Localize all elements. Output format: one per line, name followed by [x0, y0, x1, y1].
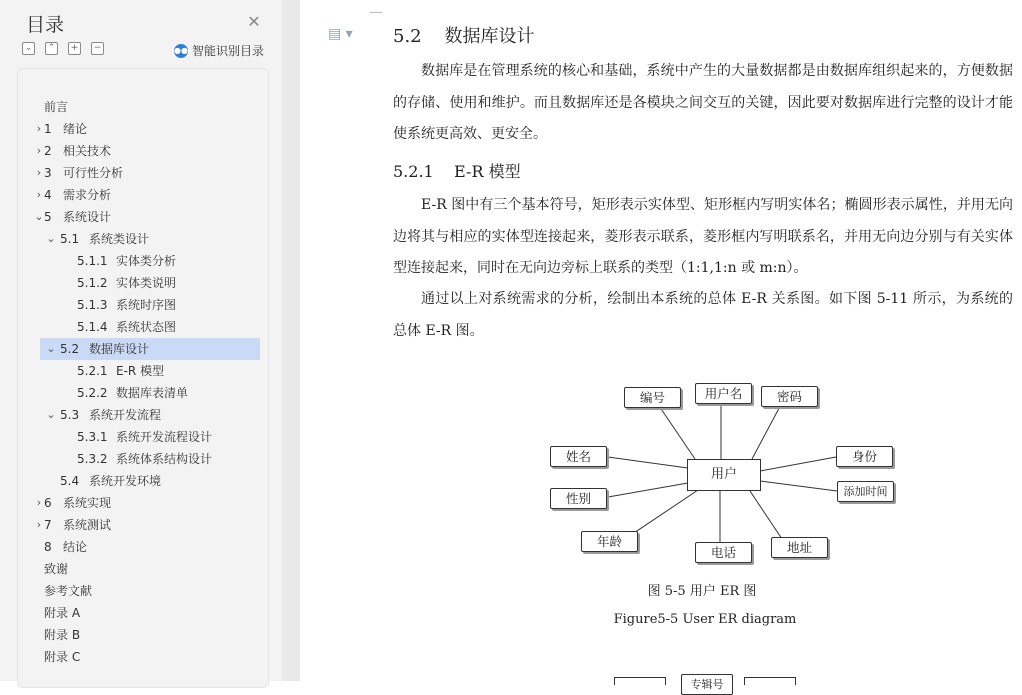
- paragraph-1: 数据库是在管理系统的核心和基础，系统中产生的大量数据都是由数据库组织起来的，方便数据的存储、使用和维护。而且数据库还是各模块之间交互的关键，因此要对数据库进行完整的设计才能使系统更高效、更安全。: [393, 63, 1013, 142]
- toc-item-number: 2: [44, 144, 52, 158]
- toc-panel: [17, 68, 269, 688]
- toc-item-label: 可行性分析: [63, 166, 124, 180]
- er-attribute: 编号: [624, 387, 681, 408]
- toc-item-label: 参考文献: [44, 584, 93, 598]
- toc-item[interactable]: [18, 294, 268, 316]
- toc-item-label: 绪论: [63, 122, 88, 136]
- toc-item-label: 附录 B: [44, 628, 81, 642]
- toc-item-number: 1: [44, 122, 52, 136]
- toc-item-number: 5.3: [60, 408, 80, 422]
- er-attribute-partial: 专辑号: [681, 674, 733, 695]
- toc-item[interactable]: [18, 646, 268, 668]
- toc-item-number: 5.1.4: [77, 320, 108, 334]
- toc-item-label: 前言: [44, 100, 69, 114]
- expand-up-icon[interactable]: ⌃: [45, 42, 58, 55]
- toc-item[interactable]: [40, 338, 260, 360]
- toc-item-label: 数据库表清单: [116, 386, 189, 400]
- toc-item[interactable]: [18, 448, 268, 470]
- toc-item-number: 7: [44, 518, 52, 532]
- toc-item[interactable]: [18, 250, 268, 272]
- er-attribute: 密码: [761, 386, 818, 407]
- toc-list: [18, 96, 268, 668]
- er-attribute: 姓名: [550, 446, 607, 467]
- toc-item[interactable]: [18, 184, 268, 206]
- toc-item-number: 8: [44, 540, 52, 554]
- toc-item-label: E-R 模型: [116, 364, 165, 378]
- toc-item[interactable]: [18, 558, 268, 580]
- toc-item-label: 系统类设计: [89, 232, 150, 246]
- toc-item-label: 结论: [63, 540, 88, 554]
- er-attribute: 电话: [695, 542, 752, 563]
- toc-item-number: 6: [44, 496, 52, 510]
- toc-item-label: 系统开发流程: [89, 408, 162, 422]
- toc-item[interactable]: [18, 382, 268, 404]
- er-attribute: 年龄: [581, 531, 638, 552]
- smart-toc-button[interactable]: [174, 42, 264, 59]
- toc-item-label: 系统测试: [63, 518, 112, 532]
- document-icon[interactable]: ▤ ▾: [328, 26, 353, 42]
- toc-item[interactable]: [18, 602, 268, 624]
- minus-icon[interactable]: −: [91, 42, 104, 55]
- toc-item-number: 4: [44, 188, 52, 202]
- toc-item-label: 系统开发流程设计: [116, 430, 213, 444]
- toc-item-label: 实体类说明: [116, 276, 177, 290]
- toc-item[interactable]: [18, 118, 268, 140]
- toc-item[interactable]: [18, 316, 268, 338]
- toc-item-label: 致谢: [44, 562, 69, 576]
- ai-assistant-icon: ●●: [174, 44, 188, 58]
- er-diagram: [540, 375, 910, 575]
- collapse-all-icon[interactable]: ⌄: [22, 42, 35, 55]
- subsection-heading: 5.2.1 E-R 模型: [393, 162, 521, 181]
- er-attribute-partial-box: [744, 677, 796, 685]
- toc-item-label: 系统时序图: [116, 298, 177, 312]
- er-entity-user: 用户: [687, 459, 761, 491]
- toc-item-number: 5.1.1: [77, 254, 108, 268]
- toc-item-number: 5.2.1: [77, 364, 108, 378]
- paragraph-2: E-R 图中有三个基本符号，矩形表示实体型、矩形框内写明实体名；椭圆形表示属性，并用无向边将其与相应的实体型连接起来，菱形表示联系，菱形框内写明联系名，并用无向边分别与有关实体型连接起来，同时在无向边旁标上联系的类型（1:1,1:n 或 m:n）。: [393, 197, 1013, 276]
- toc-item[interactable]: [18, 206, 268, 228]
- toc-item[interactable]: [18, 360, 268, 382]
- chevron-right-icon[interactable]: ›: [36, 496, 42, 509]
- toc-item-label: 系统设计: [63, 210, 112, 224]
- figure-caption-en: Figure5-5 User ER diagram: [613, 612, 797, 627]
- toc-toolbar: [22, 42, 104, 55]
- toc-item-number: 5.2.2: [77, 386, 108, 400]
- toc-item[interactable]: [18, 470, 268, 492]
- page-corner-mark: [370, 12, 382, 13]
- chevron-down-icon[interactable]: ⌄: [46, 232, 56, 245]
- toc-item-number: 5.1.2: [77, 276, 108, 290]
- toc-item-number: 5.2: [60, 342, 80, 356]
- toc-item[interactable]: [18, 162, 268, 184]
- chevron-right-icon[interactable]: ›: [36, 518, 42, 531]
- chevron-right-icon[interactable]: ›: [36, 166, 42, 179]
- toc-item[interactable]: [18, 404, 268, 426]
- toc-item-label: 附录 A: [44, 606, 81, 620]
- toc-item-number: 5.4: [60, 474, 80, 488]
- section-heading: 5.2 数据库设计: [393, 26, 535, 47]
- toc-item[interactable]: [18, 514, 268, 536]
- chevron-down-icon[interactable]: ⌄: [46, 408, 56, 421]
- toc-item-number: 5.3.1: [77, 430, 108, 444]
- figure-caption-cn: 图 5-5 用户 ER 图: [647, 584, 757, 599]
- smart-toc-label: 智能识别目录: [192, 44, 265, 58]
- toc-item-label: 相关技术: [63, 144, 112, 158]
- toc-item-label: 实体类分析: [116, 254, 177, 268]
- er-attribute: 身份: [836, 446, 893, 467]
- toc-item-label: 系统状态图: [116, 320, 177, 334]
- toc-item-number: 5.1: [60, 232, 80, 246]
- toc-item[interactable]: [18, 536, 268, 558]
- toc-item-label: 系统实现: [63, 496, 112, 510]
- er-attribute: 添加时间: [837, 481, 894, 502]
- toc-item[interactable]: [18, 624, 268, 646]
- er-attribute: 性别: [550, 488, 607, 509]
- toc-item[interactable]: [18, 140, 268, 162]
- toc-item-label: 需求分析: [63, 188, 112, 202]
- toc-item-number: 5.1.3: [77, 298, 108, 312]
- er-attribute: 地址: [771, 537, 828, 558]
- chevron-right-icon[interactable]: ›: [36, 188, 42, 201]
- toc-item-number: 5: [44, 210, 52, 224]
- chevron-down-icon[interactable]: ⌄: [46, 342, 56, 355]
- plus-icon[interactable]: +: [68, 42, 81, 55]
- toc-item[interactable]: [18, 228, 268, 250]
- toc-item-label: 附录 C: [44, 650, 81, 664]
- er-attribute-partial-box: [614, 677, 666, 685]
- toc-item-label: 系统开发环境: [89, 474, 162, 488]
- close-icon[interactable]: ✕: [247, 12, 261, 31]
- toc-item-number: 5.3.2: [77, 452, 108, 466]
- toc-item[interactable]: [18, 96, 268, 118]
- chevron-right-icon[interactable]: ›: [36, 122, 42, 135]
- toc-item-label: 数据库设计: [89, 342, 150, 356]
- paragraph-3: 通过以上对系统需求的分析，绘制出本系统的总体 E-R 关系图。如下图 5-11 所示，为系统的总体 E-R 图。: [393, 291, 1013, 339]
- toc-item[interactable]: [18, 426, 268, 448]
- toc-item[interactable]: [18, 492, 268, 514]
- er-attribute: 用户名: [695, 383, 752, 404]
- toc-item[interactable]: [18, 580, 268, 602]
- toc-item[interactable]: [18, 272, 268, 294]
- toc-sidebar: [0, 0, 282, 681]
- chevron-down-icon[interactable]: ⌄: [34, 210, 44, 223]
- toc-item-number: 3: [44, 166, 52, 180]
- chevron-right-icon[interactable]: ›: [36, 144, 42, 157]
- toc-item-label: 系统体系结构设计: [116, 452, 213, 466]
- sidebar-title: 目录: [26, 14, 65, 36]
